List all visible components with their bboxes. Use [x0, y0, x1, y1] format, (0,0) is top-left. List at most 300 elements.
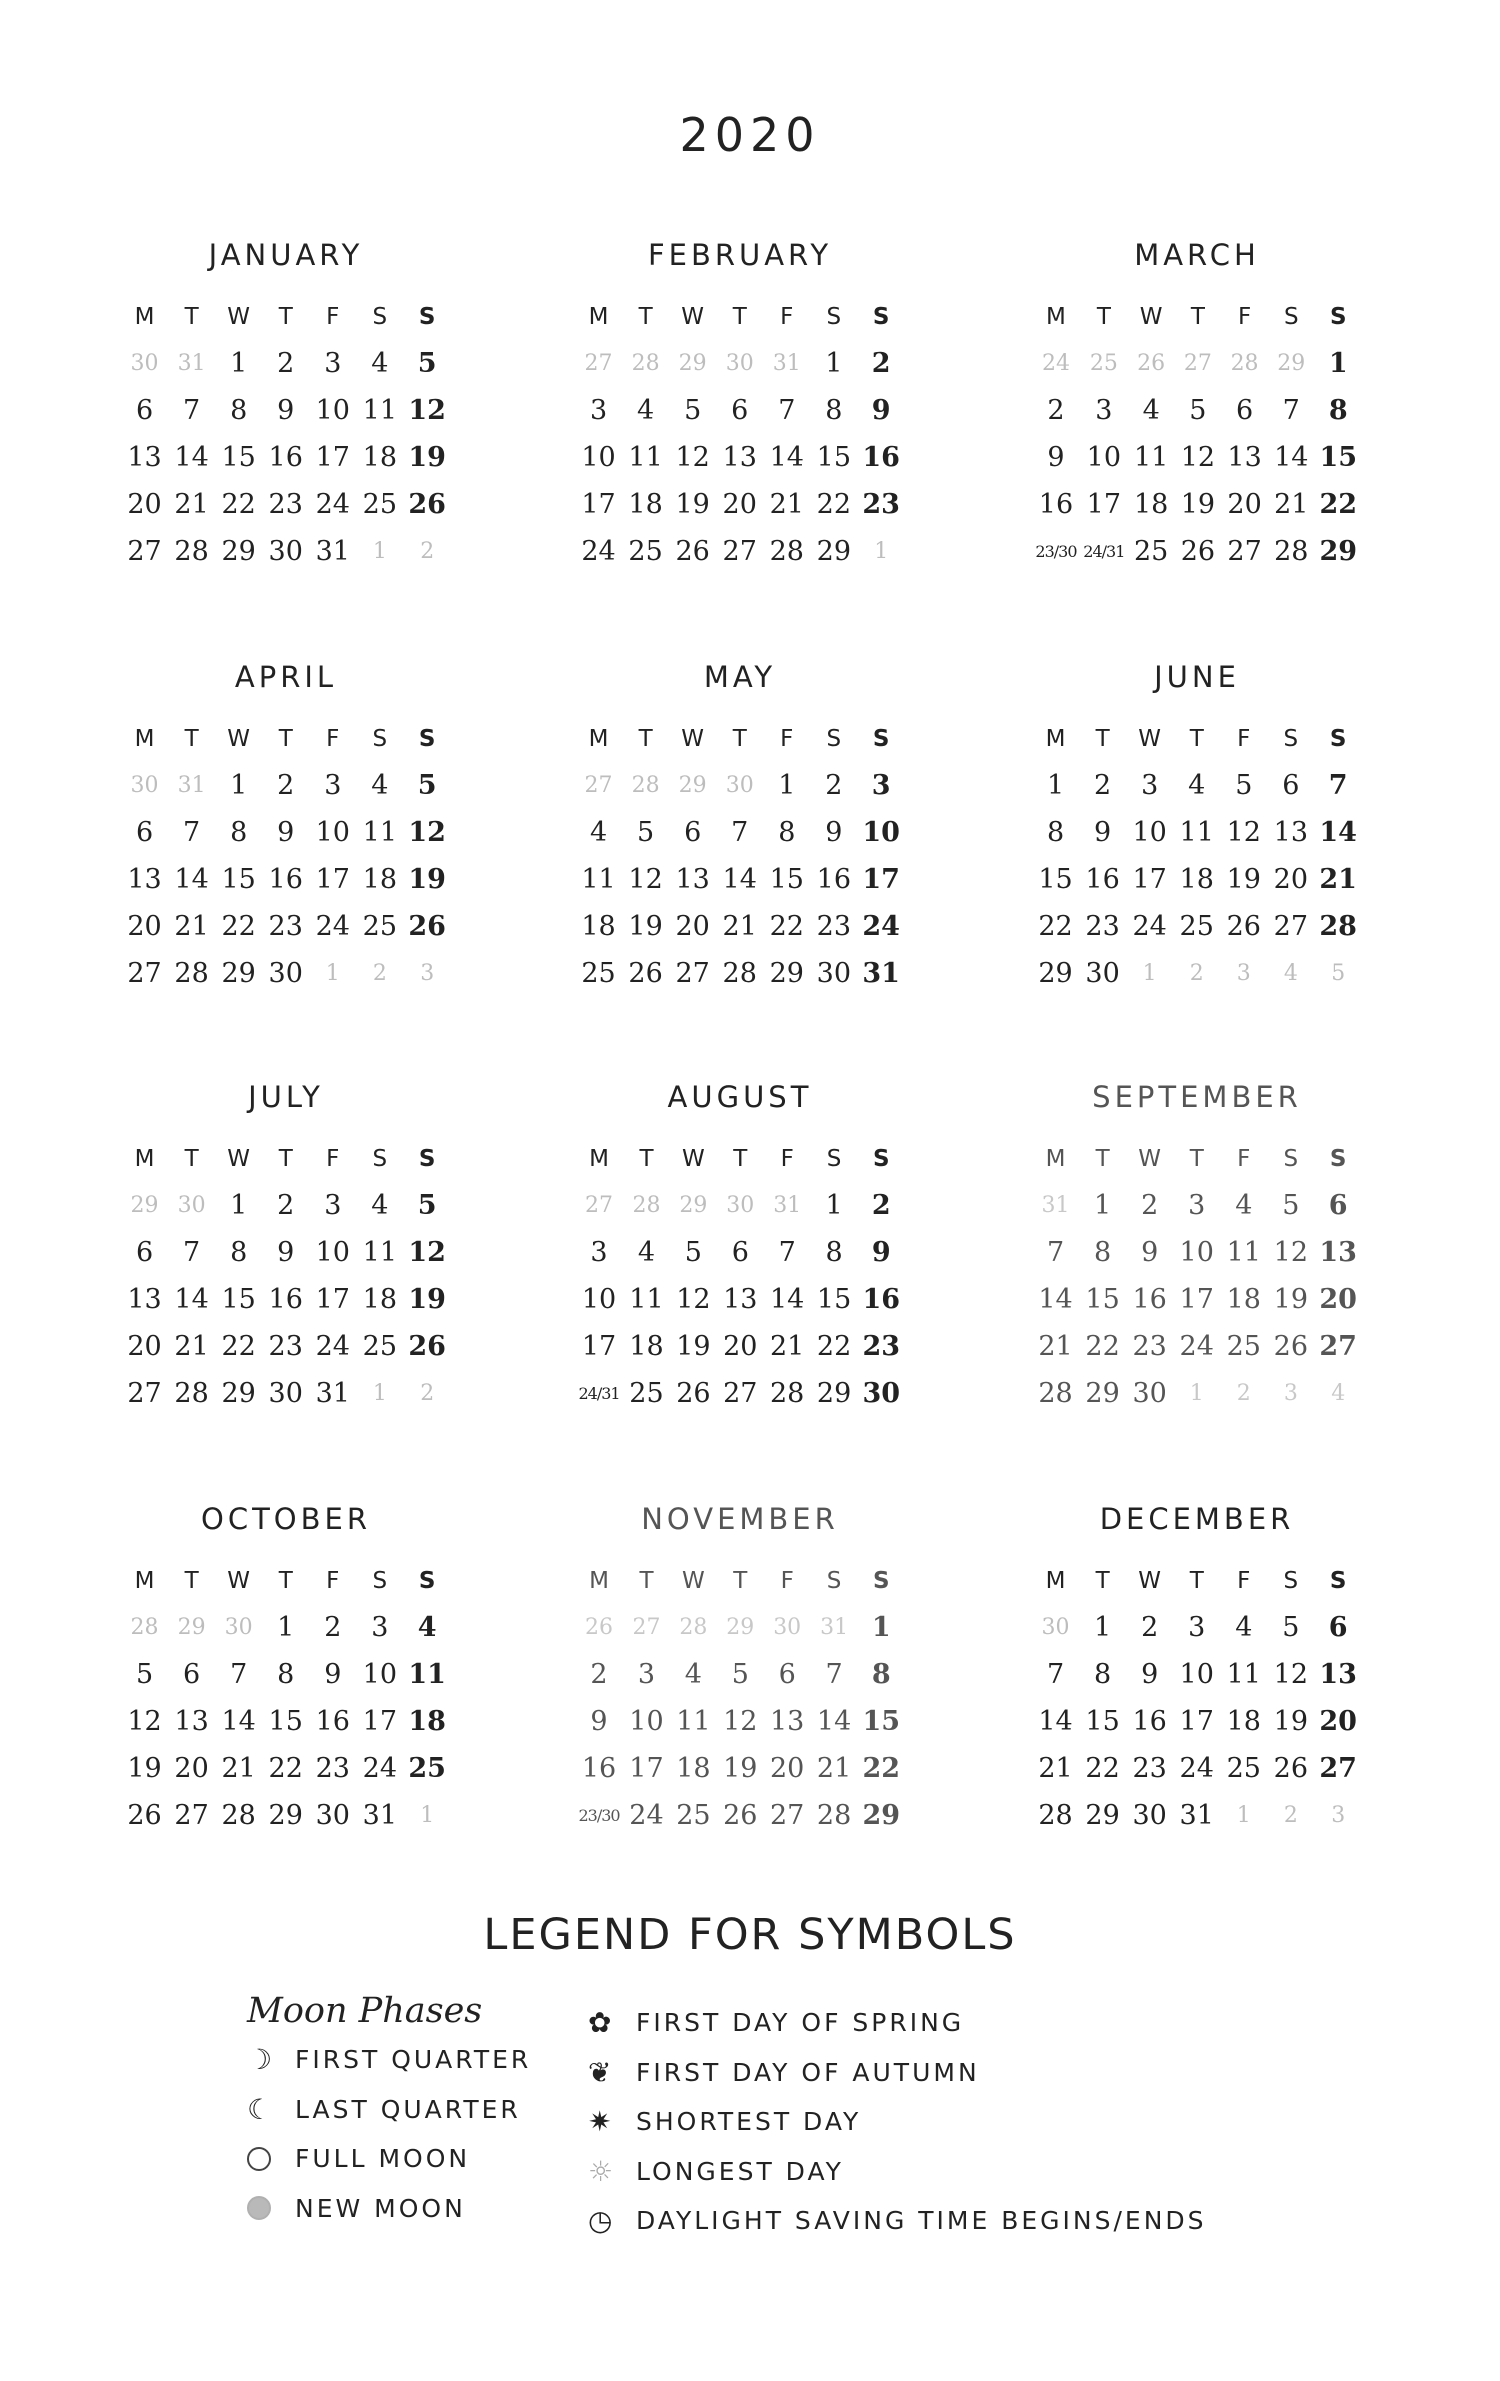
- day-cell: 9: [871, 1237, 891, 1268]
- day-cell: 12: [628, 864, 663, 895]
- week-row: [1032, 903, 1362, 950]
- day-cell: 12: [675, 442, 710, 473]
- month-name: JANUARY: [208, 238, 364, 272]
- day-cell: 28: [769, 536, 804, 567]
- day-cell: 11: [362, 817, 398, 848]
- day-cell: 1: [825, 348, 843, 379]
- day-cell: 12: [1180, 442, 1216, 473]
- day-cell: 1: [230, 1190, 248, 1221]
- week-row: [121, 340, 451, 387]
- weekday-header-row: [121, 294, 451, 340]
- week-row: [121, 1792, 451, 1839]
- day-cell: 7: [183, 395, 201, 426]
- adjacent-month-day: 28: [631, 773, 660, 798]
- day-cell: 22: [816, 1331, 852, 1362]
- day-cell: 15: [221, 442, 256, 473]
- day-cell: 2: [590, 1659, 608, 1690]
- day-cell: 19: [1273, 1706, 1309, 1737]
- day-cell: 7: [183, 1237, 201, 1268]
- day-cell: 23: [268, 911, 303, 942]
- day-cell: 28: [1038, 1800, 1073, 1831]
- day-cell: 13: [127, 1284, 162, 1315]
- day-cell: 20: [127, 489, 162, 520]
- month-grid: [575, 716, 905, 997]
- day-cell: 16: [315, 1706, 350, 1737]
- day-cell: 15: [1038, 864, 1073, 895]
- day-cell: 14: [174, 864, 209, 895]
- weekday-label: W: [227, 1146, 251, 1172]
- weekday-header-row: [121, 1558, 451, 1604]
- weekday-label: T: [1095, 1568, 1110, 1594]
- month-grid: [121, 294, 451, 575]
- weekday-label: S: [372, 726, 388, 752]
- weekday-label: W: [682, 1568, 705, 1594]
- day-cell: 14: [769, 442, 804, 473]
- day-cell: 25: [581, 958, 616, 989]
- day-cell: 19: [1226, 864, 1261, 895]
- day-cell: 19: [1273, 1284, 1309, 1315]
- adjacent-month-day: 29: [1277, 351, 1306, 376]
- week-row: [1032, 1323, 1362, 1370]
- month-name: MAY: [703, 660, 777, 694]
- day-cell: 29: [862, 1800, 901, 1831]
- day-cell: 16: [268, 442, 303, 473]
- day-cell: 21: [174, 911, 209, 942]
- day-cell: 10: [315, 395, 350, 426]
- day-cell: 24: [629, 1800, 664, 1831]
- symbols-legend: [588, 1998, 1207, 2246]
- adjacent-month-day: 1: [1189, 1381, 1204, 1406]
- day-cell: 20: [1319, 1284, 1357, 1315]
- day-cell: 8: [1046, 817, 1065, 848]
- weekday-label: M: [134, 304, 155, 330]
- weekday-label: F: [780, 726, 794, 752]
- weekday-label: S: [1329, 1146, 1347, 1172]
- day-cell: 22: [268, 1753, 303, 1784]
- weekday-label: T: [1096, 304, 1111, 330]
- day-cell: 26: [1226, 911, 1261, 942]
- month-december: [1032, 1502, 1362, 1902]
- day-cell: 23: [1085, 911, 1120, 942]
- week-row: [1032, 1370, 1362, 1417]
- day-cell: 13: [723, 1284, 758, 1315]
- day-cell: 13: [722, 442, 757, 473]
- week-row: [121, 1651, 451, 1698]
- day-cell: 12: [1273, 1659, 1309, 1690]
- adjacent-month-day: 2: [372, 961, 387, 986]
- adjacent-month-day: 1: [325, 961, 340, 986]
- weekday-label: T: [184, 304, 199, 330]
- day-cell: 21: [1274, 489, 1309, 520]
- weekday-header-row: [1032, 716, 1362, 762]
- day-cell: 28: [770, 1378, 805, 1409]
- weekday-label: W: [1138, 1146, 1162, 1172]
- week-row: [575, 1745, 905, 1792]
- day-cell: 12: [676, 1284, 711, 1315]
- weekday-label: T: [1189, 726, 1204, 752]
- day-cell: 29: [1038, 958, 1073, 989]
- weekday-label: F: [780, 1568, 794, 1594]
- day-cell: 7: [1328, 770, 1348, 801]
- weekday-label: M: [1045, 726, 1066, 752]
- weekday-label: T: [184, 1146, 199, 1172]
- clock-icon: ◷: [588, 2204, 613, 2238]
- weekday-label: W: [1138, 726, 1162, 752]
- day-cell: 16: [1132, 1284, 1167, 1315]
- day-cell: 11: [408, 1659, 446, 1690]
- day-cell: 4: [1188, 770, 1206, 801]
- weekday-label: S: [372, 304, 388, 330]
- week-row: [121, 809, 451, 856]
- week-row: [1032, 809, 1362, 856]
- day-cell: 10: [629, 1706, 664, 1737]
- first-quarter-moon-icon: ☽: [247, 2043, 273, 2077]
- weekday-label: F: [1237, 1146, 1251, 1172]
- day-cell: 3: [371, 1612, 389, 1643]
- week-row: [121, 762, 451, 809]
- day-cell: 11: [581, 864, 616, 895]
- year-title: 2020: [679, 108, 821, 162]
- legend-item-longest-day: ☼ LONGEST DAY: [588, 2154, 844, 2188]
- day-cell: 17: [1132, 864, 1167, 895]
- day-cell: 24: [1179, 1331, 1214, 1362]
- week-row: [121, 528, 451, 575]
- weekday-header-row: [121, 1136, 451, 1182]
- adjacent-month-day: 3: [1283, 1381, 1298, 1406]
- day-cell: 25: [628, 536, 663, 567]
- day-cell: 3: [324, 348, 342, 379]
- day-cell: 29: [221, 1378, 256, 1409]
- day-cell: 1: [1094, 1190, 1112, 1221]
- weekday-header-row: [1032, 1136, 1362, 1182]
- day-cell: 17: [315, 864, 350, 895]
- day-cell: 26: [1273, 1331, 1309, 1362]
- month-august: [575, 1080, 905, 1480]
- month-grid: [1032, 1558, 1362, 1839]
- weekday-label: M: [1046, 304, 1066, 330]
- day-cell: 16: [862, 442, 900, 473]
- day-cell: 6: [778, 1659, 796, 1690]
- day-cell: 19: [676, 1331, 711, 1362]
- day-cell: 1: [1094, 1612, 1112, 1643]
- day-cell: 25: [1179, 911, 1214, 942]
- day-cell: 10: [862, 817, 900, 848]
- day-cell: 22: [1085, 1331, 1120, 1362]
- day-cell: 23/30: [1035, 542, 1077, 561]
- day-cell: 20: [770, 1753, 805, 1784]
- day-cell: 17: [1086, 489, 1122, 520]
- weekday-label: S: [418, 304, 436, 330]
- week-row: [121, 1182, 451, 1229]
- day-cell: 25: [408, 1753, 446, 1784]
- weekday-label: F: [1237, 726, 1251, 752]
- weekday-label: S: [872, 304, 890, 330]
- day-cell: 22: [1038, 911, 1073, 942]
- week-row: [575, 528, 905, 575]
- day-cell: 3: [1141, 770, 1159, 801]
- weekday-label: W: [1138, 1568, 1162, 1594]
- week-row: [121, 1370, 451, 1417]
- day-cell: 27: [675, 958, 710, 989]
- day-cell: 9: [871, 395, 891, 426]
- weekday-label: T: [1190, 304, 1205, 330]
- month-grid: [121, 1136, 451, 1417]
- day-cell: 14: [174, 442, 209, 473]
- day-cell: 30: [862, 1378, 901, 1409]
- day-cell: 5: [417, 1190, 437, 1221]
- weekday-label: S: [826, 304, 842, 330]
- day-cell: 9: [590, 1706, 608, 1737]
- legend-item-last-quarter: ☾ LAST QUARTER: [247, 2092, 521, 2126]
- day-cell: 22: [769, 911, 804, 942]
- day-cell: 5: [135, 1659, 154, 1690]
- adjacent-month-day: 1: [874, 539, 889, 564]
- day-cell: 9: [825, 817, 843, 848]
- adjacent-month-day: 30: [725, 351, 754, 376]
- day-cell: 20: [127, 911, 162, 942]
- day-cell: 18: [628, 489, 663, 520]
- day-cell: 27: [1319, 1331, 1357, 1362]
- day-cell: 17: [862, 864, 900, 895]
- weekday-label: F: [1237, 1568, 1251, 1594]
- legend-item-first-day-of-autumn: ❦ FIRST DAY OF AUTUMN: [588, 2055, 980, 2089]
- day-cell: 8: [825, 395, 843, 426]
- weekday-label: T: [278, 304, 293, 330]
- day-cell: 16: [1038, 489, 1074, 520]
- month-october: [121, 1502, 451, 1902]
- day-cell: 5: [1235, 770, 1253, 801]
- day-cell: 23: [315, 1753, 350, 1784]
- day-cell: 18: [1179, 864, 1214, 895]
- adjacent-month-day: 25: [1089, 351, 1118, 376]
- adjacent-month-day: 28: [130, 1615, 159, 1640]
- weekday-label: S: [826, 726, 842, 752]
- day-cell: 23: [862, 489, 900, 520]
- moon-phases-legend: [247, 1987, 531, 2233]
- day-cell: 11: [1226, 1659, 1261, 1690]
- weekday-header-row: [575, 716, 905, 762]
- day-cell: 3: [589, 395, 608, 426]
- month-name: DECEMBER: [1099, 1502, 1295, 1536]
- day-cell: 15: [816, 1284, 852, 1315]
- day-cell: 25: [629, 1378, 664, 1409]
- day-cell: 15: [1319, 442, 1358, 473]
- day-cell: 19: [408, 1284, 446, 1315]
- day-cell: 7: [1282, 395, 1300, 426]
- day-cell: 9: [277, 817, 295, 848]
- day-cell: 17: [1179, 1706, 1214, 1737]
- day-cell: 28: [174, 536, 209, 567]
- day-cell: 16: [816, 864, 852, 895]
- adjacent-month-day: 2: [420, 539, 435, 564]
- day-cell: 7: [778, 395, 796, 426]
- day-cell: 14: [722, 864, 757, 895]
- day-cell: 2: [277, 770, 295, 801]
- day-cell: 16: [862, 1284, 901, 1315]
- week-row: [1032, 481, 1362, 528]
- weekday-label: F: [326, 1146, 340, 1172]
- weekday-label: T: [732, 304, 747, 330]
- day-cell: 7: [731, 817, 749, 848]
- month-grid: [1032, 716, 1362, 997]
- adjacent-month-day: 26: [585, 1615, 613, 1640]
- legend-item-new-moon: NEW MOON: [247, 2184, 531, 2234]
- weekday-label: T: [1189, 1568, 1204, 1594]
- day-cell: 14: [1319, 817, 1357, 848]
- day-cell: 13: [174, 1706, 209, 1737]
- day-cell: 23: [268, 1331, 303, 1362]
- day-cell: 20: [1273, 864, 1309, 895]
- day-cell: 16: [268, 1284, 303, 1315]
- adjacent-month-day: 29: [679, 1193, 708, 1218]
- adjacent-month-day: 1: [420, 1803, 435, 1828]
- month-june: [1032, 660, 1362, 1060]
- day-cell: 11: [676, 1706, 711, 1737]
- day-cell: 8: [230, 395, 248, 426]
- day-cell: 26: [408, 489, 446, 520]
- day-cell: 23: [862, 1331, 901, 1362]
- month-grid: [121, 1558, 451, 1839]
- day-cell: 30: [268, 958, 303, 989]
- month-name: MARCH: [1134, 238, 1260, 272]
- adjacent-month-day: 1: [372, 1381, 387, 1406]
- adjacent-month-day: 29: [678, 351, 707, 376]
- week-row: [1032, 762, 1362, 809]
- day-cell: 20: [722, 489, 757, 520]
- adjacent-month-day: 27: [584, 351, 613, 376]
- day-cell: 3: [637, 1659, 656, 1690]
- day-cell: 21: [722, 911, 757, 942]
- day-cell: 12: [723, 1706, 758, 1737]
- week-row: [575, 1604, 905, 1651]
- day-cell: 26: [723, 1800, 758, 1831]
- day-cell: 7: [1046, 1237, 1065, 1268]
- week-row: [1032, 1276, 1362, 1323]
- week-row: [575, 809, 905, 856]
- day-cell: 5: [1189, 395, 1207, 426]
- day-cell: 6: [731, 1237, 749, 1268]
- day-cell: 3: [1188, 1190, 1206, 1221]
- weekday-label: M: [134, 1146, 155, 1172]
- day-cell: 5: [731, 1659, 749, 1690]
- day-cell: 22: [221, 489, 256, 520]
- adjacent-month-day: 2: [1236, 1381, 1251, 1406]
- day-cell: 2: [871, 1190, 891, 1221]
- day-cell: 31: [1179, 1800, 1214, 1831]
- adjacent-month-day: 30: [725, 773, 754, 798]
- day-cell: 27: [1273, 911, 1309, 942]
- week-row: [1032, 1651, 1362, 1698]
- day-cell: 6: [1235, 395, 1254, 426]
- adjacent-month-day: 4: [1283, 961, 1298, 986]
- weekday-label: T: [638, 304, 653, 330]
- day-cell: 21: [174, 489, 209, 520]
- day-cell: 15: [862, 1706, 901, 1737]
- day-cell: 22: [221, 911, 256, 942]
- month-name: NOVEMBER: [641, 1502, 839, 1536]
- day-cell: 11: [1133, 442, 1169, 473]
- month-grid: [575, 1558, 905, 1839]
- day-cell: 20: [1319, 1706, 1357, 1737]
- legend-item-full-moon: FULL MOON: [247, 2134, 531, 2184]
- week-row: [1032, 1229, 1362, 1276]
- day-cell: 11: [362, 395, 398, 426]
- week-row: [575, 1370, 905, 1417]
- weekday-header-row: [575, 1558, 905, 1604]
- month-november: [575, 1502, 905, 1902]
- month-grid: [1032, 1136, 1362, 1417]
- day-cell: 10: [1132, 817, 1167, 848]
- day-cell: 11: [1226, 1237, 1261, 1268]
- day-cell: 25: [676, 1800, 711, 1831]
- day-cell: 7: [778, 1237, 796, 1268]
- week-row: [121, 1323, 451, 1370]
- day-cell: 27: [127, 536, 162, 567]
- week-row: [1032, 950, 1362, 997]
- weekday-label: S: [826, 1146, 842, 1172]
- day-cell: 20: [675, 911, 710, 942]
- day-cell: 21: [769, 489, 804, 520]
- adjacent-month-day: 29: [130, 1193, 159, 1218]
- day-cell: 1: [871, 1612, 891, 1643]
- week-row: [575, 1229, 905, 1276]
- day-cell: 24/31: [1083, 542, 1125, 561]
- day-cell: 17: [581, 489, 616, 520]
- day-cell: 8: [1094, 1237, 1112, 1268]
- day-cell: 3: [1095, 395, 1113, 426]
- weekday-label: T: [278, 1146, 293, 1172]
- day-cell: 6: [135, 817, 154, 848]
- day-cell: 18: [1226, 1706, 1261, 1737]
- day-cell: 28: [1038, 1378, 1073, 1409]
- month-grid: [1032, 294, 1362, 575]
- day-cell: 12: [408, 817, 446, 848]
- full-moon-icon: [247, 2147, 295, 2171]
- day-cell: 24: [862, 911, 900, 942]
- day-cell: 13: [1227, 442, 1262, 473]
- leaf-icon: ❦: [588, 2055, 612, 2089]
- week-row: [1032, 1792, 1362, 1839]
- day-cell: 24: [1179, 1753, 1214, 1784]
- day-cell: 1: [778, 770, 796, 801]
- day-cell: 19: [408, 864, 446, 895]
- adjacent-month-day: 31: [773, 1193, 802, 1218]
- day-cell: 10: [1086, 442, 1122, 473]
- day-cell: 6: [1282, 770, 1300, 801]
- adjacent-month-day: 30: [1041, 1615, 1070, 1640]
- adjacent-month-day: 30: [130, 773, 159, 798]
- day-cell: 27: [127, 958, 162, 989]
- day-cell: 9: [277, 395, 295, 426]
- day-cell: 8: [778, 817, 796, 848]
- day-cell: 4: [684, 1659, 702, 1690]
- day-cell: 19: [408, 442, 446, 473]
- weekday-label: F: [326, 304, 340, 330]
- month-name: SEPTEMBER: [1092, 1080, 1302, 1114]
- day-cell: 2: [324, 1612, 342, 1643]
- day-cell: 22: [1319, 489, 1358, 520]
- day-cell: 9: [1094, 817, 1112, 848]
- weekday-label: T: [639, 1568, 654, 1594]
- legend-item-first-quarter: ☽ FIRST QUARTER: [247, 2043, 532, 2077]
- day-cell: 4: [371, 348, 389, 379]
- last-quarter-moon-icon: ☾: [247, 2092, 273, 2126]
- adjacent-month-day: 31: [1041, 1193, 1070, 1218]
- day-cell: 25: [362, 1331, 398, 1362]
- day-cell: 26: [675, 536, 710, 567]
- day-cell: 11: [1179, 817, 1214, 848]
- week-row: [121, 434, 451, 481]
